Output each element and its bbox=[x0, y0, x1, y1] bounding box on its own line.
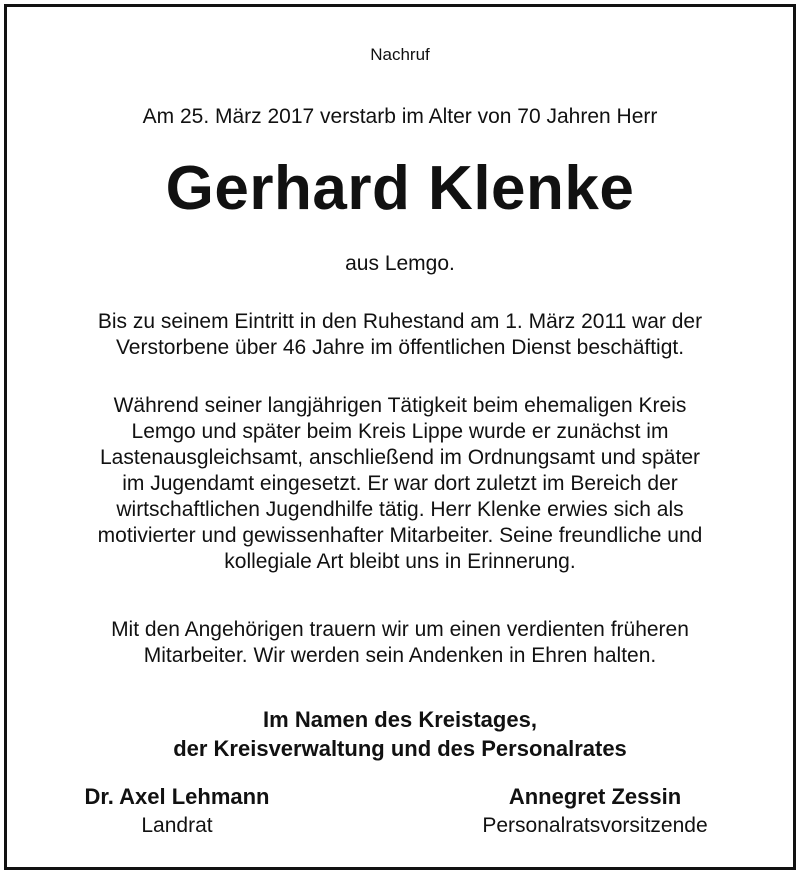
signatory-name: Dr. Axel Lehmann bbox=[84, 784, 270, 809]
paragraph-line: Bis zu seinem Eintritt in den Ruhestand am 1. März 2011 war der bbox=[97, 310, 703, 333]
paragraph-line: im Jugendamt eingesetzt. Er war dort zuletzt im Bereich der bbox=[122, 472, 678, 495]
paragraph-line: wirtschaftlichen Jugendhilfe tätig. Herr Klenke erwies sich als bbox=[116, 498, 684, 521]
paragraph-line: Verstorbene über 46 Jahre im öffentlichen Dienst beschäftigt. bbox=[115, 336, 685, 359]
work-history-paragraph bbox=[7, 393, 793, 575]
paragraph-line: kollegiale Art bleibt uns in Erinnerung. bbox=[224, 550, 576, 573]
signatory-role: Landrat bbox=[141, 814, 213, 837]
signatory-landrat bbox=[47, 782, 307, 840]
notice-border bbox=[4, 4, 796, 870]
career-paragraph bbox=[7, 309, 793, 361]
on-behalf-line: der Kreisverwaltung und des Personalrates bbox=[173, 736, 627, 761]
signatory-role: Personalratsvorsitzende bbox=[482, 814, 708, 837]
paragraph-line: Während seiner langjährigen Tätigkeit beim ehemaligen Kreis bbox=[113, 394, 687, 417]
on-behalf-block bbox=[7, 705, 793, 763]
signatory-personalrat bbox=[427, 782, 763, 840]
deceased-origin: aus Lemgo. bbox=[345, 252, 455, 275]
paragraph-line: motivierter und gewissenhafter Mitarbeiter. Seine freundliche und bbox=[97, 524, 703, 547]
condolence-paragraph bbox=[7, 617, 793, 669]
death-announcement: Am 25. März 2017 verstarb im Alter von 70 Jahren Herr bbox=[142, 105, 658, 128]
signatory-name: Annegret Zessin bbox=[508, 784, 682, 809]
on-behalf-line: Im Namen des Kreistages, bbox=[263, 707, 537, 732]
obituary-notice bbox=[7, 7, 793, 867]
paragraph-line: Mitarbeiter. Wir werden sein Andenken in Ehren halten. bbox=[143, 644, 657, 667]
paragraph-line: Lemgo und später beim Kreis Lippe wurde er zunächst im bbox=[131, 420, 669, 443]
paragraph-line: Lastenausgleichsamt, anschließend im Ordnungsamt und später bbox=[100, 446, 700, 469]
notice-heading: Nachruf bbox=[370, 45, 430, 64]
deceased-name: Gerhard Klenke bbox=[165, 154, 635, 223]
paragraph-line: Mit den Angehörigen trauern wir um einen verdienten früheren bbox=[111, 618, 689, 641]
